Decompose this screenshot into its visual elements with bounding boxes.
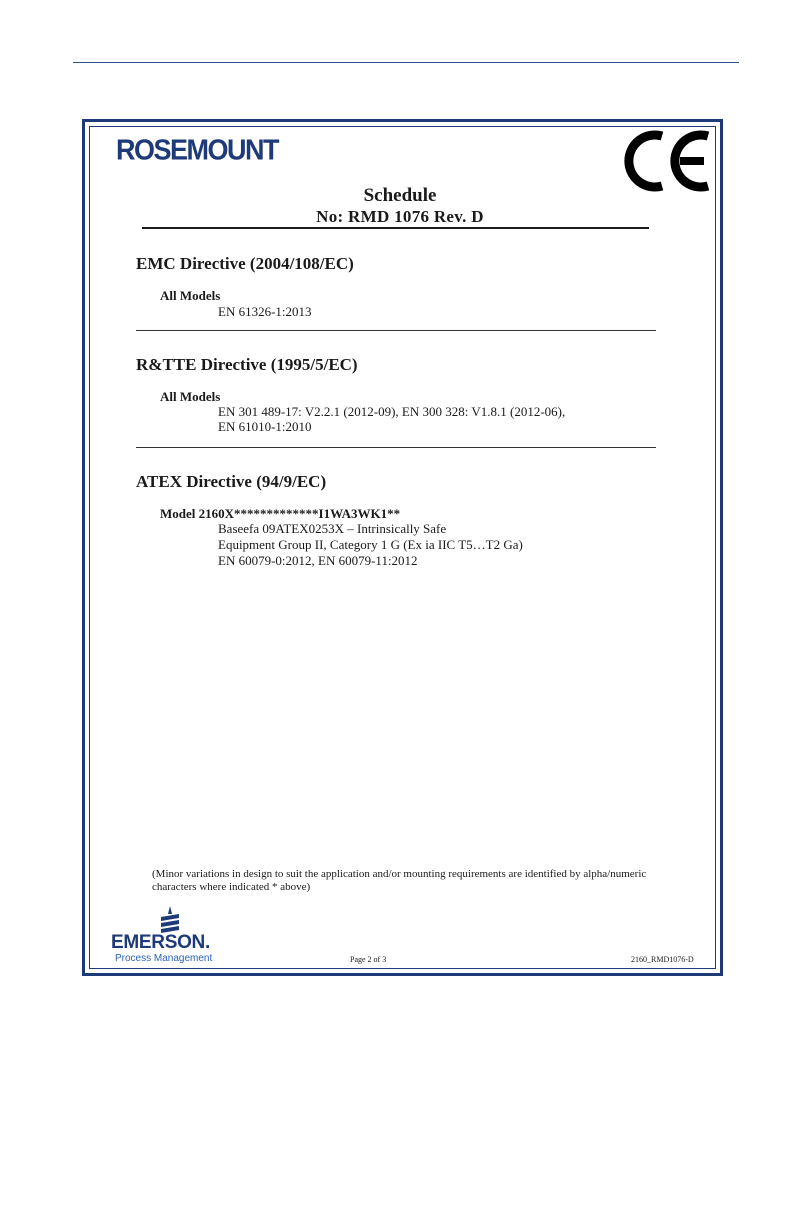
schedule-title: Schedule [363,185,437,206]
footnote: (Minor variations in design to suit the application and/or mounting requirements are identified by alpha/numeric characters where indicated * above) [152,868,647,893]
models-label-emc: All Models [160,288,221,303]
title-rule [142,227,649,229]
schedule-number: No: RMD 1076 Rev. D [316,207,484,226]
standard-line: Equipment Group II, Category 1 G (Ex ia IIC T5…T2 Ga) [218,537,523,552]
ce-mark-icon [622,130,714,192]
page-number: Page 2 of 3 [350,955,387,964]
standard-line: EN 60079-0:2012, EN 60079-11:2012 [218,553,418,568]
section-divider [136,447,656,448]
section-heading-emc: EMC Directive (2004/108/EC) [136,254,354,273]
standard-line: Baseefa 09ATEX0253X – Intrinsically Safe [218,521,447,536]
standard-line: EN 61326-1:2013 [218,304,312,319]
emerson-logo-wordmark: EMERSON. [111,932,210,953]
section-heading-atex: ATEX Directive (94/9/EC) [136,472,327,491]
rosemount-logo: ROSEMOUNT [116,134,278,166]
process-management-label: Process Management [115,953,213,964]
top-rule [73,62,739,63]
document-code: 2160_RMD1076-D [631,955,694,964]
section-divider [136,330,656,331]
section-heading-rtte: R&TTE Directive (1995/5/EC) [136,355,358,374]
models-label-atex: Model 2160X*************I1WA3WK1** [160,506,401,521]
standard-line: EN 301 489-17: V2.2.1 (2012-09), EN 300 328: V1.8.1 (2012-06), [218,404,566,419]
standard-line: EN 61010-1:2010 [218,419,312,434]
models-label-rtte: All Models [160,389,221,404]
